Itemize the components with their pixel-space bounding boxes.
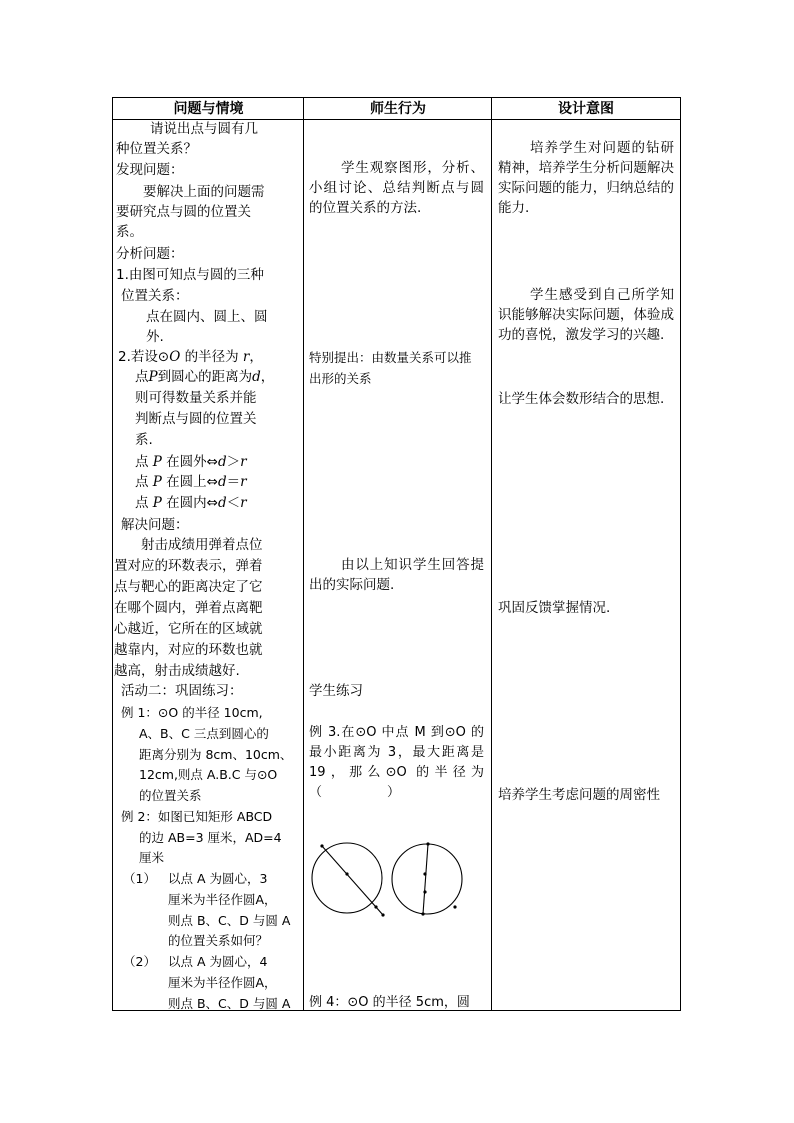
- text-line: 解决问题：: [121, 517, 189, 533]
- text-line: 要研究点与圆的位置关: [116, 204, 251, 220]
- header-teacher-student-behavior: 师生行为: [304, 98, 492, 120]
- text-line: 12cm,则点 A.B.C 与⊙O: [139, 767, 278, 782]
- text-line: 发现问题：: [116, 162, 184, 178]
- text-line: 系。: [116, 224, 143, 240]
- intent-paragraph-4: 巩固反馈掌握情况.: [498, 600, 611, 616]
- distance-statement: 点P到圆心的距离为d，: [135, 369, 275, 385]
- text-line: 点在圆内、圆上、圆: [146, 309, 268, 325]
- text-line: 越靠内，对应的环数也就: [114, 642, 263, 658]
- item-number: （2）: [123, 954, 156, 969]
- intent-paragraph-3: 让学生体会数形结合的思想.: [498, 391, 665, 407]
- example-2: 例 2：如图已知矩形 ABCD: [121, 809, 273, 824]
- activity-heading: 活动二：巩固练习：: [121, 683, 243, 699]
- header-problem-context: 问题与情境: [113, 98, 304, 120]
- column-divider: [491, 98, 492, 1010]
- text-line: 则点 B、C、D 与圆 A: [168, 996, 291, 1011]
- text-line: 系.: [135, 432, 153, 448]
- text-line: 射击成绩用弹着点位: [141, 537, 263, 553]
- relation-outside: 点 P 在圆外⇔d＞r: [135, 454, 247, 470]
- text-line: 则可得数量关系并能: [135, 390, 257, 406]
- text-line: 要解决上面的问题需: [143, 184, 265, 200]
- text-line: 厘米: [139, 850, 165, 865]
- text-line: 点与靶心的距离决定了它: [114, 579, 263, 595]
- text-line: 越高，射击成绩越好.: [114, 663, 240, 679]
- example-4: 例 4：⊙O 的半径 5cm，圆: [309, 995, 470, 1010]
- special-note-line: 出形的关系: [309, 371, 372, 386]
- circle-figure-right: [392, 842, 462, 915]
- text-line: 外.: [146, 329, 164, 345]
- item-number: （1）: [123, 871, 156, 886]
- text-line: 以点 A 为圆心，3: [168, 871, 268, 886]
- text-line: 距离分别为 8cm、10cm、: [139, 747, 293, 762]
- text-line: 以点 A 为圆心，4: [168, 954, 268, 969]
- paragraph-answer: 由以上知识学生回答提出的实际问题.: [309, 557, 484, 593]
- relation-on: 点 P 在圆上⇔d＝r: [135, 474, 247, 490]
- special-note-line: 特别提出：由数量关系可以推: [309, 350, 472, 365]
- radius-statement: 2.若设⊙O 的半径为 r，: [118, 349, 263, 365]
- student-practice: 学生练习: [309, 683, 363, 699]
- intent-paragraph-2: 学生感受到自己所学知识能够解决实际问题，体验成功的喜悦，激发学习的兴趣.: [498, 287, 674, 343]
- text-line: 判断点与圆的位置关: [135, 411, 257, 427]
- paragraph-observe: 学生观察图形，分析、小组讨论、总结判断点与圆的位置关系的方法.: [309, 160, 484, 216]
- relation-inside: 点 P 在圆内⇔d＜r: [135, 495, 247, 511]
- circle-figure-left: [312, 843, 385, 917]
- text-line: 1.由图可知点与圆的三种: [116, 267, 264, 283]
- header-design-intent: 设计意图: [492, 98, 680, 120]
- text-line: 则点 B、C、D 与圆 A: [168, 913, 291, 928]
- text-line: 厘米为半径作圆A，: [168, 892, 277, 907]
- text-line: 的位置关系如何？: [168, 933, 269, 948]
- text-line: 分析问题：: [116, 246, 184, 262]
- text-line: 种位置关系？: [116, 141, 197, 157]
- text-line: 在哪个圆内，弹着点离靶: [114, 600, 263, 616]
- text-line: 的位置关系: [139, 788, 202, 803]
- text-line: A、B、C 三点到圆心的: [139, 726, 269, 741]
- example-1: 例 1：⊙O 的半径 10cm,: [121, 705, 263, 720]
- text-line: 请说出点与圆有几: [150, 121, 258, 137]
- circle-figures: [304, 834, 484, 924]
- text-line: 位置关系：: [121, 288, 189, 304]
- text-line: 置对应的环数表示，弹着: [114, 558, 263, 574]
- text-line: 的边 AB=3 厘米，AD=4: [139, 830, 282, 845]
- intent-paragraph-1: 培养学生对问题的钻研精神，培养学生分析问题解决实际问题的能力，归纳总结的能力.: [498, 140, 674, 216]
- intent-paragraph-5: 培养学生考虑问题的周密性: [498, 787, 660, 803]
- text-line: 心越近，它所在的区域就: [114, 621, 263, 637]
- text-line: 厘米为半径作圆A，: [168, 975, 277, 990]
- example-3: 例 3.在⊙O 中点 M 到⊙O 的最小距离为 3，最大距离是 19，那么⊙O 的半径为（ ）: [309, 725, 484, 800]
